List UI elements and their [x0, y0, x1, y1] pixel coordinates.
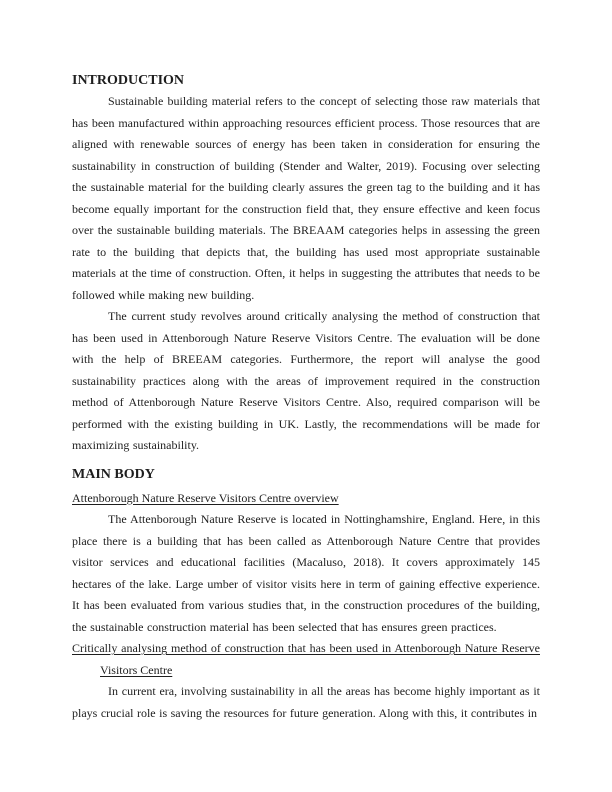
section-heading-introduction: INTRODUCTION: [72, 73, 185, 88]
subheading-critical-analysis: [72, 638, 540, 681]
section-heading-main-body: MAIN BODY: [72, 466, 155, 482]
paragraph-intro-1: Sustainable building material refers to the concept of selecting those raw materials that has been manufactured within approaching resources efficient process. Those resources that are aligned with renewable sources of energy has been taken in consideration for ensuring the sustainability in construction of building (Stender and Walter, 2019). Focusing over selecting the sustainable material for the building clearly assures the green tag to the building and it has become equally important for the construction field that, they ensure effective and keen focus over the sustainable building materials. The BREAAM categories helps in assessing the green rate to the building that depicts that, the building has used most appropriate sustainable materials at the time of construction. Often, it helps in suggesting the attributes that needs to be followed while making new building.: [72, 94, 540, 302]
subheading-critical-analysis-line2: Visitors Centre: [100, 662, 173, 677]
paragraph-intro-2: The current study revolves around critically analysing the method of construction that has been used in Attenborough Nature Reserve Visitors Centre. The evaluation will be done with the help of BREEAM categories. Furthermore, the report will analyse the good sustainability practices along with the areas of improvement required in the construction method of Attenborough Nature Reserve Visitors Centre. Also, required comparison will be performed with the existing building in UK. Lastly, the recommendations will be made for maximizing sustainability.: [72, 309, 540, 452]
paragraph-critical-analysis: In current era, involving sustainability in all the areas has become highly important as it plays crucial role is saving the resources for future generation. Along with this, it contributes in: [72, 684, 540, 720]
paragraph-overview: The Attenborough Nature Reserve is located in Nottinghamshire, England. Here, in this place there is a building that has been called as Attenborough Nature Centre that provides visitor services and educational facilities (Macaluso, 2018). It covers approximately 145 hectares of the lake. Large umber of visitor visits here in term of gaining effective experience. It has been evaluated from various studies that, in the construction procedures of the building, the sustainable construction material has been selected that has ensures green practices.: [72, 512, 540, 634]
subheading-critical-analysis-line1: Critically analysing method of construction that has been used in Attenborough Nature Reserve: [72, 641, 540, 655]
subheading-overview: Attenborough Nature Reserve Visitors Centre overview: [72, 490, 339, 505]
